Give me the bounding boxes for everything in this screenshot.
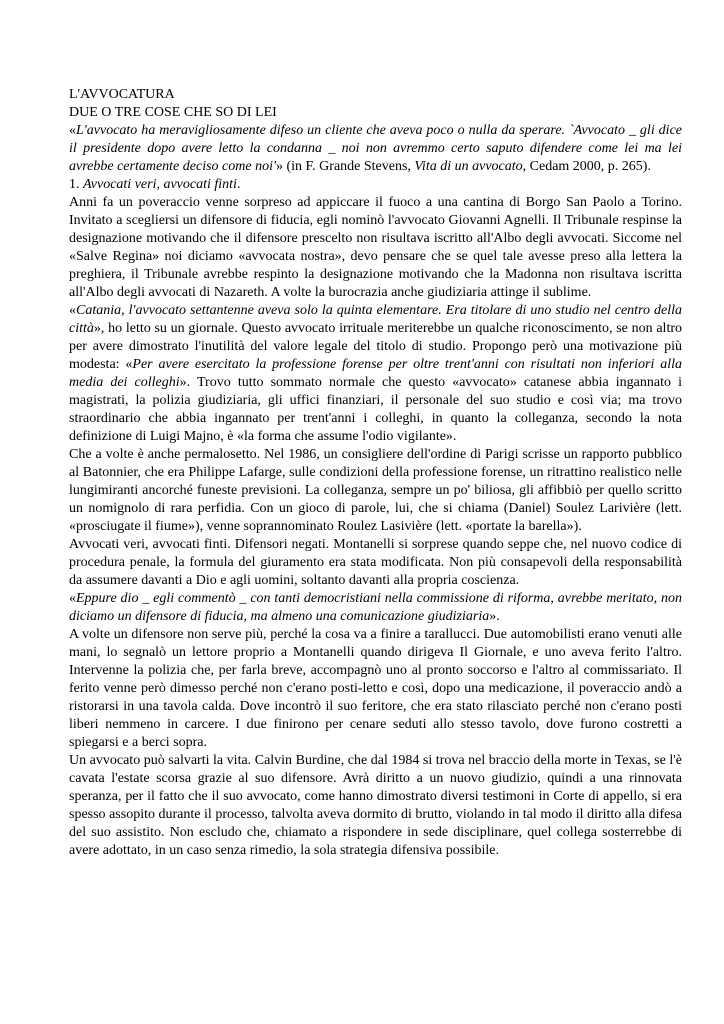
section-title-end: . xyxy=(236,177,241,192)
epigraph-citation: » (in F. Grande Stevens, xyxy=(275,159,415,174)
section-title: Avvocati veri, avvocati finti xyxy=(83,177,237,192)
paragraph-2 xyxy=(69,302,682,446)
paragraph-5-open: « xyxy=(69,591,76,606)
paragraph-2-part-a: « xyxy=(69,303,76,318)
paragraph-6: A volte un difensore non serve più, perché la cosa va a finire a tarallucci. Due automobilisti erano venuti alle mani, lo segnalò un lettore proprio a Montanelli quando dirigeva Il Giornale, e uno aveva ferito l'altro. Intervenne la polizia che, per farla breve, accompagnò uno al pronto soccorso e l'altro al commissariato. Il ferito venne però dimesso perché non c'erano posti-letto e così, dopo una medicazione, il poveraccio andò a ristorarsi in una tavola calda. Dove incontrò il suo feritore, che era stato rilasciato perché non c'erano posti liberi nemmeno in carcere. I due finirono per cenare seduti allo stesso tavolo, dove furono costretti a spiegarsi e a berci sopra. xyxy=(69,627,682,750)
epigraph-publisher: , Cedam 2000, p. 265). xyxy=(522,159,651,174)
paragraph-4: Avvocati veri, avvocati finti. Difensori negati. Montanelli si sorprese quando seppe che, nel nuovo codice di procedura penale, la formula del giuramento era stata modificata. Non più consapevoli della responsabilità da assumere davanti a Dio e agli uomini, soltanto davanti alla propria coscienza. xyxy=(69,537,682,588)
epigraph-book-title: Vita di un avvocato xyxy=(414,159,523,174)
paragraph-2-quote-2: Per avere esercitato la professione forense per oltre trent'anni con risultati non inferiori alla media dei colleghi xyxy=(69,357,683,390)
paragraph-2-part-e: ». Trovo tutto sommato normale che questo «avvocato» catanese abbia ingannato i magistrati, la polizia giudiziaria, gli uffici finanziari, il personale del suo studio e così via; ma trovo straordinario che abbia ingannato per trent'anni i colleghi, in quanto la colleganza, secondo la nota definizione di Luigi Majno, è «la forma che assume l'odio vigilante». xyxy=(69,375,683,444)
paragraph-2-quote-1: Catania, l'avvocato settantenne aveva solo la quinta elementare. Era titolare di uno studio nel centro della città xyxy=(69,303,682,336)
section-heading xyxy=(69,176,682,194)
paragraph-2-part-c: », ho letto su un giornale. Questo avvocato irrituale meriterebbe un qualche riconoscimento, se non altro per avere dimostrato l'inutilità del valore legale del titolo di studio. Propongo però una motivazione più modesta: « xyxy=(69,321,682,372)
paragraph-5-close: ». xyxy=(489,609,500,624)
document-title-line-1: L'AVVOCATURA xyxy=(69,87,175,102)
paragraph-5-quote: Eppure dio _ egli commentò _ con tanti democristiani nella commissione di riforma, avrebbe meritato, non diciamo un difensore di fiducia, ma almeno una comunicazione giudiziaria xyxy=(69,591,682,624)
paragraph-5 xyxy=(69,590,682,626)
epigraph-quote: L'avvocato ha meravigliosamente difeso un cliente che aveva poco o nulla da sperare. `Avvocato _ gli dice il presidente dopo avere letto la condanna _ noi non avremmo certo saputo difendere come lei ma lei avrebbe certamente deciso come noi' xyxy=(69,123,682,174)
document-title-line-2: DUE O TRE COSE CHE SO DI LEI xyxy=(69,105,277,120)
paragraph-1: Anni fa un poveraccio venne sorpreso ad appiccare il fuoco a una cantina di Borgo San Paolo a Torino. Invitato a scegliersi un difensore di fiducia, egli nominò l'avvocato Giovanni Agnelli. Il Tribunale respinse la designazione motivando che il difensore prescelto non risultava iscritto all'Albo degli avvocati. Siccome nel «Salve Regina» noi diciamo «avvocata nostra», devo pensare che se quel tale avesse preso alla lettera la preghiera, il Tribunale avrebbe respinto la designazione motivando che la Madonna non risultava iscritta all'Albo degli avvocati di Nazareth. A volte la burocrazia anche giudiziaria attinge il sublime. xyxy=(69,195,682,300)
section-number: 1. xyxy=(69,177,83,192)
paragraph-3: Che a volte è anche permalosetto. Nel 1986, un consigliere dell'ordine di Parigi scrisse un rapporto pubblico al Batonnier, che era Philippe Lafarge, sulle condizioni della professione forense, un ritrattino realistico nelle lungimiranti ancorché funeste previsioni. La colleganza, sempre un po' biliosa, gli affibbiò per quello scritto un nomignolo di rara perfidia. Con un gioco di parole, lui, che si chiama (Daniel) Soulez Larivière (lett. «prosciugate il fiume»), venne soprannominato Roulez Lasivière (lett. «portate la barella»). xyxy=(69,447,682,534)
epigraph xyxy=(69,122,682,176)
epigraph-open: « xyxy=(69,123,76,138)
paragraph-7: Un avvocato può salvarti la vita. Calvin Burdine, che dal 1984 si trova nel braccio della morte in Texas, se l'è cavata l'estate scorsa grazie al suo difensore. Avrà diritto a un nuovo giudizio, quindi a una rinnovata speranza, per il fatto che il suo avvocato, come hanno dimostrato diversi testimoni in Corte di appello, si era spesso assopito durante il processo, talvolta aveva dormito di brutto, violando in tal modo il diritto alla difesa del suo assistito. Non escludo che, chiamato a rispondere in sede disciplinare, quel collega sosterrebbe di avere adottato, in un caso senza rimedio, la sola strategia difensiva possibile. xyxy=(69,753,682,858)
